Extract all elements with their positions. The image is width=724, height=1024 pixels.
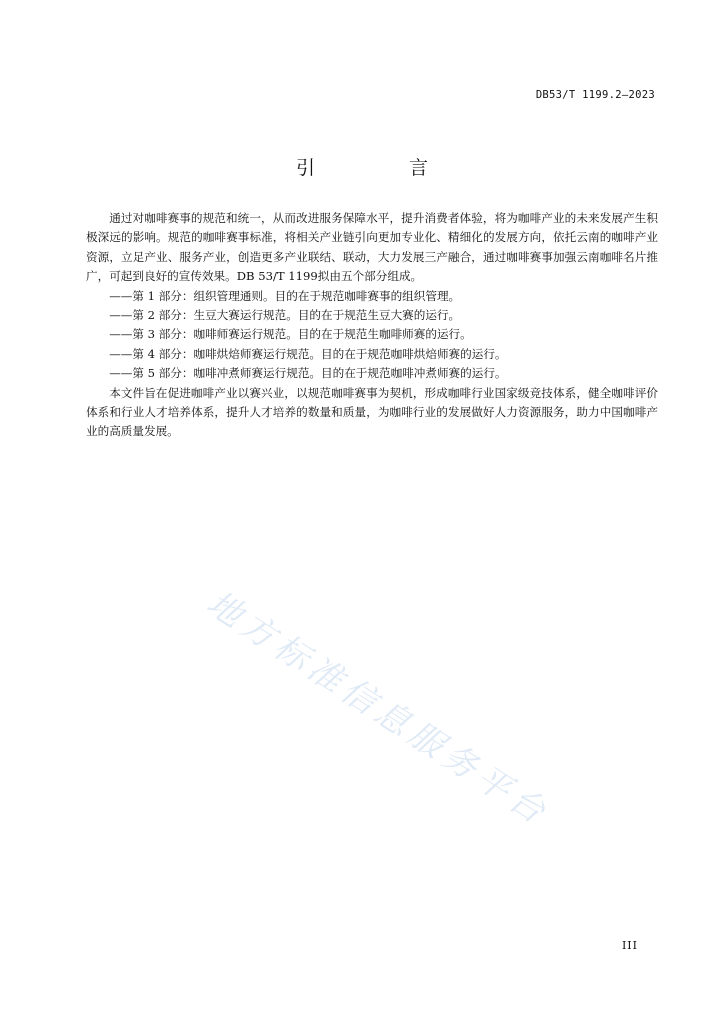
intro-paragraph: 通过对咖啡赛事的规范和统一，从而改进服务保障水平，提升消费者体验，将为咖啡产业的未来发展产生积极深远的影响。规范的咖啡赛事标准，将相关产业链引向更加专业化、精细化的发展方向，依托云南的咖啡产业资源，立足产业、服务产业，创造更多产业联结、联动，大力发展三产融合，通过咖啡赛事加强云南咖啡名片推广，可起到良好的宣传效果。DB 53/T 1199拟由五个部分组成。 xyxy=(86,211,658,284)
standard-code: DB53/T 1199.2—2023 xyxy=(535,89,655,101)
page-number: III xyxy=(621,939,638,952)
part-1-item: ——第 1 部分：组织管理通则。目的在于规范咖啡赛事的组织管理。 xyxy=(109,288,461,303)
document-body xyxy=(86,209,658,442)
watermark-text: 地方标准信息服务平台 xyxy=(199,583,557,835)
part-3-item: ——第 3 部分：咖啡师赛运行规范。目的在于规范生咖啡师赛的运行。 xyxy=(109,327,472,342)
purpose-paragraph: 本文件旨在促进咖啡产业以赛兴业，以规范咖啡赛事为契机，形成咖啡行业国家级竞技体系，健全咖啡评价体系和行业人才培养体系，提升人才培养的数量和质量，为咖啡行业的发展做好人力资源服务，助力中国咖啡产业的高质量发展。 xyxy=(86,385,658,439)
part-4-item: ——第 4 部分：咖啡烘焙师赛运行规范。目的在于规范咖啡烘焙师赛的运行。 xyxy=(109,346,507,361)
page-title: 引 言 xyxy=(295,157,473,179)
part-2-item: ——第 2 部分：生豆大赛运行规范。目的在于规范生豆大赛的运行。 xyxy=(109,308,461,323)
part-5-item: ——第 5 部分：咖啡冲煮师赛运行规范。目的在于规范咖啡冲煮师赛的运行。 xyxy=(109,366,507,381)
